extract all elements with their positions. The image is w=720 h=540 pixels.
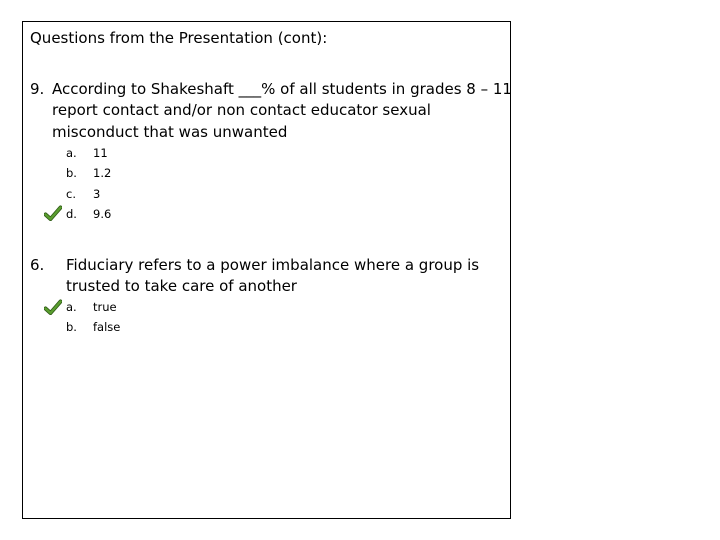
- question-9-line-2: report contact and/or non contact educator sexual: [52, 101, 431, 119]
- question-9-option-b-letter: b.: [66, 166, 77, 180]
- question-9-option-c-letter: c.: [66, 187, 76, 201]
- question-9-option-a-letter: a.: [66, 146, 77, 160]
- slide-title: Questions from the Presentation (cont):: [30, 29, 328, 47]
- question-9-line-3: misconduct that was unwanted: [52, 123, 288, 141]
- question-6-option-b-letter: b.: [66, 320, 77, 334]
- question-6-option-a-value: true: [93, 300, 117, 314]
- question-9-line-1: According to Shakeshaft ___% of all students in grades 8 – 11: [52, 80, 512, 98]
- question-6-line-2: trusted to take care of another: [66, 277, 297, 295]
- question-9-option-b-value: 1.2: [93, 166, 112, 180]
- question-9-option-d-value: 9.6: [93, 207, 112, 221]
- checkmark-icon: [44, 205, 62, 221]
- checkmark-icon: [44, 299, 62, 315]
- question-9-option-a-value: 11: [93, 146, 108, 160]
- question-6-number: 6.: [30, 256, 45, 274]
- question-6-line-1: Fiduciary refers to a power imbalance where a group is: [66, 256, 480, 274]
- question-9-option-d-letter: d.: [66, 207, 77, 221]
- question-6-option-a-letter: a.: [66, 300, 77, 314]
- question-6-option-b-value: false: [93, 320, 121, 334]
- question-9-option-c-value: 3: [93, 187, 101, 201]
- question-9-number: 9.: [30, 80, 45, 98]
